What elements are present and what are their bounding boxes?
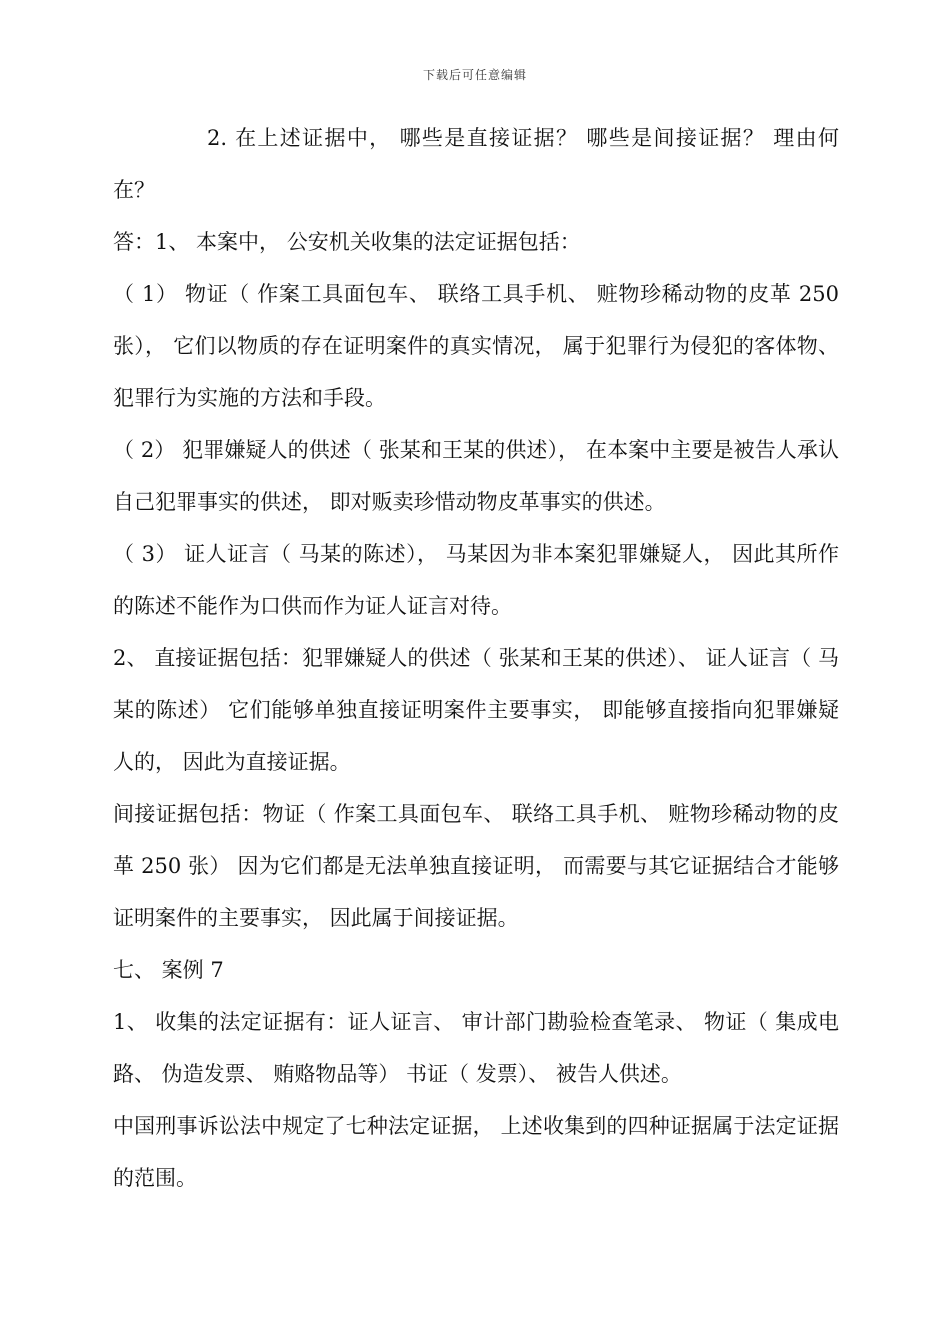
case-heading: 七、 案例 7 <box>113 958 224 982</box>
legal-evidence-scope-paragraph: 中国刑事诉讼法中规定了七种法定证据， 上述收集到的四种证据属于法定证据的范围。 <box>113 1114 839 1190</box>
physical-evidence-paragraph: （ 1） 物证（ 作案工具面包车、 联络工具手机、 赃物珍稀动物的皮革 250 张）， 它们以物质的存在证明案件的真实情况， 属于犯罪行为侵犯的客体物、 犯罪行为实施的方法和手段。 <box>113 282 839 410</box>
suspect-statement-paragraph: （ 2） 犯罪嫌疑人的供述（ 张某和王某的供述）， 在本案中主要是被告人承认自己犯罪事实的供述， 即对贩卖珍惜动物皮革事实的供述。 <box>113 438 839 514</box>
question-paragraph: 2. 在上述证据中， 哪些是直接证据？ 哪些是间接证据？ 理由何在？ <box>113 126 839 202</box>
header-note: 下载后可任意编辑 <box>422 68 527 82</box>
collected-evidence-paragraph: 1、 收集的法定证据有：证人证言、 审计部门勘验检查笔录、 物证（ 集成电路、 伪造发票、 贿赂物品等） 书证（ 发票）、 被告人供述。 <box>113 1010 839 1086</box>
direct-evidence-paragraph: 2、 直接证据包括：犯罪嫌疑人的供述（ 张某和王某的供述）、 证人证言（ 马某的陈述） 它们能够单独直接证明案件主要事实， 即能够直接指向犯罪嫌疑人的， 因此为直接证据。 <box>113 646 839 774</box>
witness-testimony-paragraph: （ 3） 证人证言（ 马某的陈述）， 马某因为非本案犯罪嫌疑人， 因此其所作的陈述不能作为口供而作为证人证言对待。 <box>113 542 839 618</box>
document-body <box>113 112 839 1204</box>
answer-intro-paragraph: 答：1、 本案中， 公安机关收集的法定证据包括： <box>113 230 581 254</box>
indirect-evidence-paragraph: 间接证据包括：物证（ 作案工具面包车、 联络工具手机、 赃物珍稀动物的皮革 250 张） 因为它们都是无法单独直接证明， 而需要与其它证据结合才能够证明案件的主要事实， 因此属于间接证据。 <box>113 802 839 930</box>
